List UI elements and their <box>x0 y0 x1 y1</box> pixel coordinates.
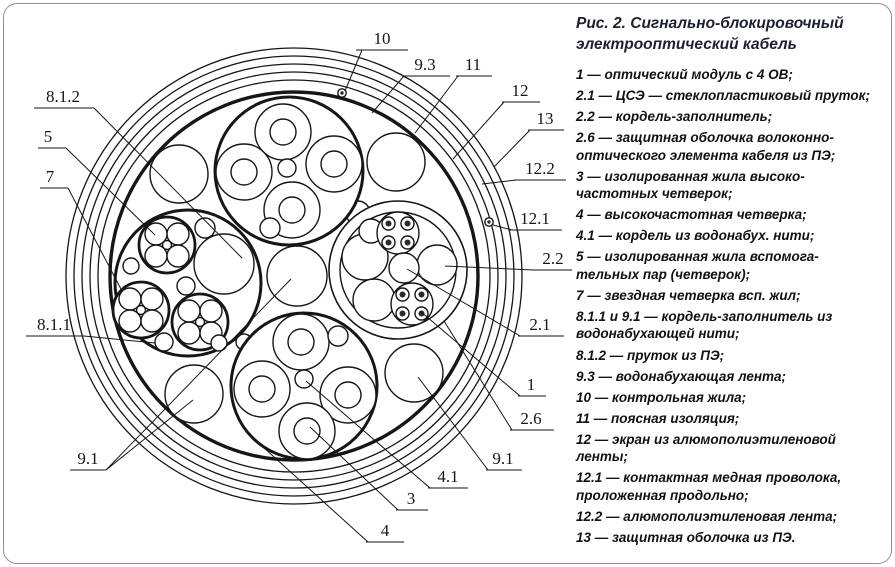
aux-quad-bundle <box>113 210 261 356</box>
optical-module-top <box>377 212 419 254</box>
pe-rod-8-1-2 <box>194 234 254 294</box>
callout-label: 9.1 <box>77 449 99 468</box>
legend-item: 2.2 — кордель-заполнитель; <box>576 108 773 124</box>
callout-label: 3 <box>406 489 416 508</box>
callout-label: 2.2 <box>542 249 564 268</box>
star-quad-a <box>139 217 195 273</box>
figure-title: Рис. 2. Сигнально-блокировочный электрооптический кабель <box>576 15 844 53</box>
legend <box>576 66 880 547</box>
cordel-filler-2-2 <box>353 279 395 321</box>
figure-caption-panel <box>576 14 880 550</box>
callout-label: 10 <box>373 29 391 48</box>
legend-item: 1 — оптический модуль с 4 ОВ; <box>576 66 793 82</box>
callout-label: 12.1 <box>520 209 550 228</box>
legend-item: 9.3 — водонабухающая лента; <box>576 368 787 384</box>
legend-item: 12 — экран из алюмополиэтиленовой ленты; <box>576 431 836 465</box>
legend-item: 4 — высокочастотная четверка; <box>576 207 807 223</box>
hf-quad-bottom <box>231 313 377 459</box>
legend-item: 10 — контрольная жила; <box>576 389 747 405</box>
legend-item: 13 — защитная оболочка из ПЭ. <box>576 529 796 545</box>
callout-12-2 <box>482 159 566 184</box>
callout-label: 4 <box>380 521 390 540</box>
optical-module-bottom <box>391 283 433 325</box>
cable-cross-section-diagram <box>4 6 576 562</box>
legend-item: 8.1.1 и 9.1 — кордель-заполнитель из водонабухающей нити; <box>576 308 833 342</box>
callout-label: 1 <box>526 375 536 394</box>
legend-item: 3 — изолированная жила высоко-частотных четверок; <box>576 168 805 202</box>
callout-label: 8.1.2 <box>46 87 80 106</box>
legend-item: 4.1 — кордель из водонабух. нити; <box>576 228 815 244</box>
callout-label: 13 <box>536 109 554 128</box>
callout-label: 12 <box>511 81 529 100</box>
legend-item: 2.6 — защитная оболочка волоконно-оптического элемента кабеля из ПЭ; <box>576 129 836 163</box>
callout-label: 4.1 <box>437 467 459 486</box>
callout-label: 8.1.1 <box>37 315 71 334</box>
callout-label: 11 <box>464 55 482 74</box>
legend-item: 12.2 — алюмополиэтиленовая лента; <box>576 508 838 524</box>
cse-rod-2-1 <box>389 253 419 283</box>
legend-item: 8.1.2 — пруток из ПЭ; <box>576 347 725 363</box>
callout-label: 5 <box>43 127 53 146</box>
legend-item: 2.1 — ЦСЭ — стеклопластиковый пруток; <box>576 87 870 103</box>
legend-item: 12.1 — контактная медная проволока, проложенная продольно; <box>576 470 842 503</box>
callout-label: 9.1 <box>492 449 514 468</box>
optical-element-bundle <box>329 201 467 339</box>
callout-12-1 <box>493 209 562 230</box>
callout-label: 2.6 <box>520 409 542 428</box>
legend-item: 7 — звездная четверка всп. жил; <box>576 287 801 303</box>
callout-12 <box>453 81 540 159</box>
legend-item: 11 — поясная изоляция; <box>576 410 740 426</box>
callout-label: 2.1 <box>529 315 551 334</box>
legend-item: 5 — изолированная жила вспомога-тельных пар (четверок); <box>576 249 819 282</box>
callout-label: 9.3 <box>414 55 436 74</box>
hf-quad-top <box>215 97 363 245</box>
contact-copper-wire-dot <box>485 218 493 226</box>
diagram-area <box>4 6 576 562</box>
callout-label: 12.2 <box>525 159 555 178</box>
callout-label: 7 <box>45 167 55 186</box>
